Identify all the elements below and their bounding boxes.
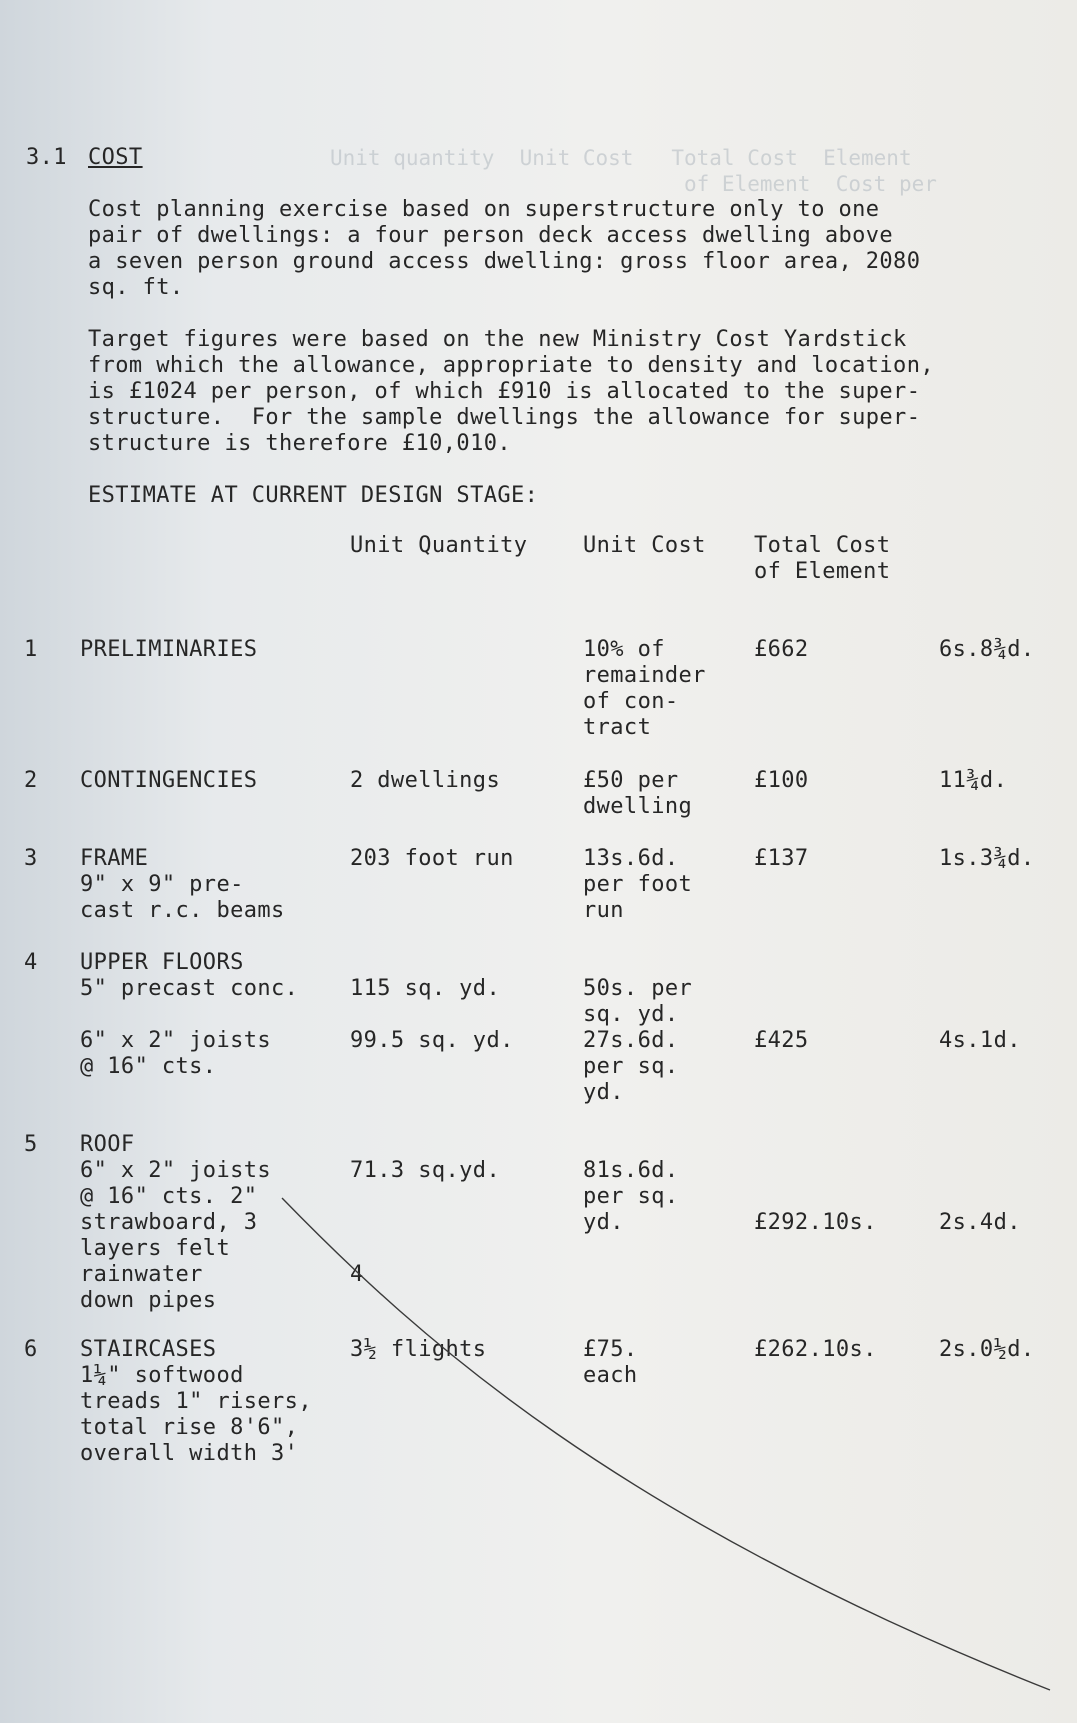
- row-total: £100: [754, 768, 809, 793]
- row-description: CONTINGENCIES: [80, 768, 258, 793]
- row-quantity: 2 dwellings: [350, 768, 501, 793]
- row-description: ROOF 6" x 2" joists @ 16" cts. 2" strawboard, 3 layers felt rainwater down pipes: [80, 1132, 272, 1313]
- section-number: 3.1: [26, 145, 67, 170]
- row-total: £425: [754, 1028, 809, 1053]
- row-quantity: 99.5 sq. yd.: [350, 1028, 514, 1053]
- row-description: STAIRCASES 1¼" softwood treads 1" risers, total rise 8'6", overall width 3': [80, 1337, 312, 1466]
- row-quantity: 3½ flights: [350, 1337, 487, 1362]
- row-unit-cost: £50 per dwelling: [583, 768, 693, 819]
- row-quantity: 71.3 sq.yd. 4: [350, 1158, 501, 1287]
- section-title: COST: [88, 145, 143, 170]
- row-number: 6: [24, 1337, 38, 1362]
- header-unit-cost: Unit Cost: [583, 533, 706, 558]
- row-number: 1: [24, 637, 38, 662]
- row-unit-cost: 13s.6d. per foot run: [583, 846, 693, 923]
- row-element-cost: 1s.3¾d.: [939, 846, 1035, 871]
- row-number: 5: [24, 1132, 38, 1157]
- row-total: £137: [754, 846, 809, 871]
- intro-paragraph: Cost planning exercise based on superstructure only to one pair of dwellings: a four person deck access dwelling above a seven person ground access dwelling: gross floor area, 2080 sq. ft.: [88, 197, 921, 300]
- row-unit-cost: 50s. per sq. yd.: [583, 976, 693, 1027]
- header-unit-quantity: Unit Quantity: [350, 533, 528, 558]
- row-element-cost: 4s.1d.: [939, 1028, 1021, 1053]
- row-element-cost: 6s.8¾d.: [939, 637, 1035, 662]
- row-description: UPPER FLOORS 5" precast conc.: [80, 950, 299, 1001]
- row-element-cost: 2s.4d.: [939, 1210, 1021, 1235]
- row-description: 6" x 2" joists @ 16" cts.: [80, 1028, 272, 1079]
- row-unit-cost: £75. each: [583, 1337, 638, 1388]
- row-unit-cost: 10% of remainder of con- tract: [583, 637, 706, 740]
- row-total: £292.10s.: [754, 1210, 877, 1235]
- row-number: 3: [24, 846, 38, 871]
- row-total: £662: [754, 637, 809, 662]
- row-total: £262.10s.: [754, 1337, 877, 1362]
- target-paragraph: Target figures were based on the new Ministry Cost Yardstick from which the allowance, appropriate to density and location, is £1024 per person, of which £910 is allocated to the super- structure. For the sample dwellings the allowance for super- structure is therefore £10,010.: [88, 327, 934, 456]
- row-unit-cost: 81s.6d. per sq. yd.: [583, 1158, 679, 1235]
- show-through-text: Unit quantity Unit Cost Total Cost Element of Element Cost per: [330, 146, 937, 196]
- row-quantity: 203 foot run: [350, 846, 514, 871]
- row-description: FRAME 9" x 9" pre- cast r.c. beams: [80, 846, 285, 923]
- row-number: 2: [24, 768, 38, 793]
- row-number: 4: [24, 950, 38, 975]
- row-unit-cost: 27s.6d. per sq. yd.: [583, 1028, 679, 1105]
- row-element-cost: 11¾d.: [939, 768, 1008, 793]
- row-quantity: 115 sq. yd.: [350, 976, 501, 1001]
- row-description: PRELIMINARIES: [80, 637, 258, 662]
- header-total-cost: Total Cost of Element: [754, 533, 891, 584]
- estimate-heading: ESTIMATE AT CURRENT DESIGN STAGE:: [88, 483, 539, 508]
- row-element-cost: 2s.0½d.: [939, 1337, 1035, 1362]
